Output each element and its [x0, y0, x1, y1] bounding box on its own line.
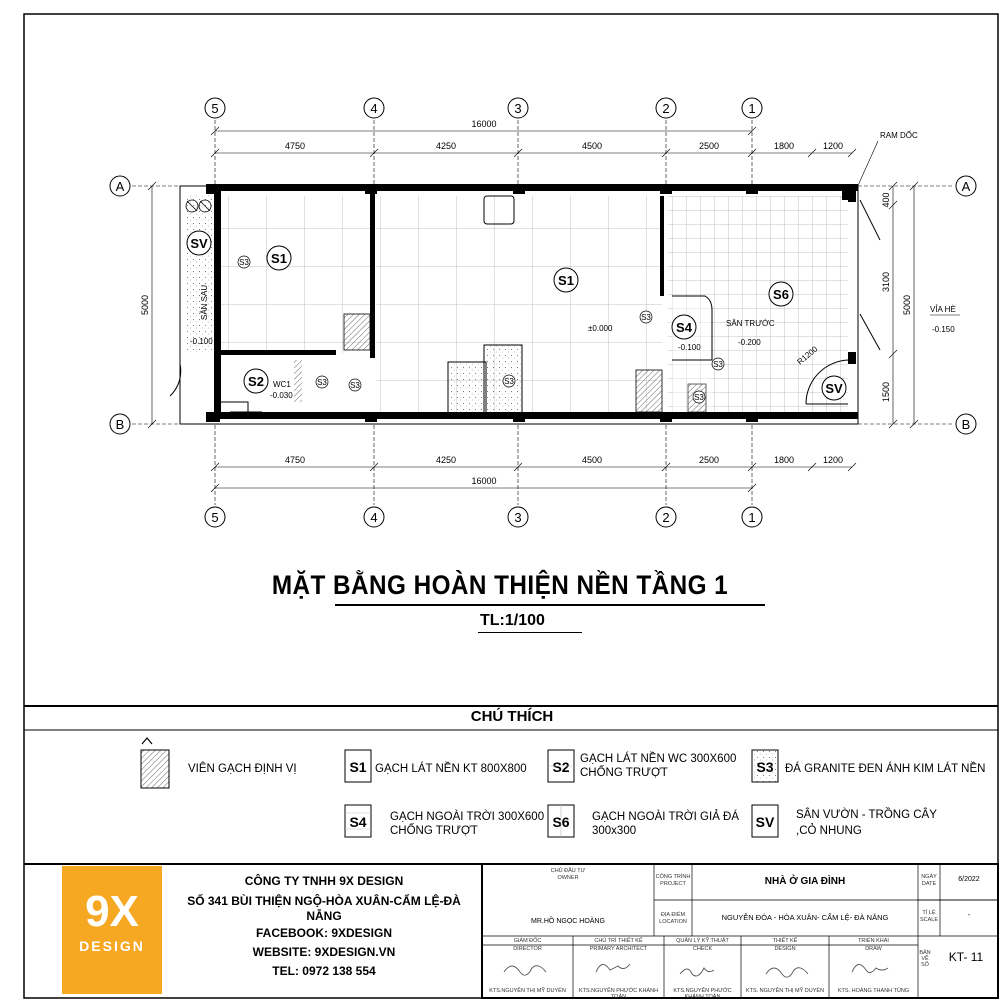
legend-text-s1: GẠCH LÁT NỀN KT 800X800	[375, 763, 527, 775]
dim-top-4: 2500	[698, 141, 720, 151]
role-design-en: DESIGN	[774, 946, 796, 952]
grid-label-1: 1	[748, 101, 756, 116]
role-draw-name: KTS. HOÀNG THANH TÙNG	[837, 988, 910, 994]
level-main: ±0.000	[588, 324, 613, 333]
company-website: WEBSITE: 9XDESIGN.VN	[252, 945, 396, 959]
dim-total-top: 16000	[471, 119, 497, 129]
legend-heading: CHÚ THÍCH	[470, 708, 554, 725]
tag-s2: S2	[248, 374, 264, 389]
date-label-en: DATE	[921, 881, 937, 887]
role-check: QUẢN LÝ KỸ THUẬT	[676, 938, 729, 944]
location-label-en: LOCATION	[659, 919, 687, 925]
legend-text-s3: ĐÁ GRANITE ĐEN ÁNH KIM LÁT NỀN	[785, 763, 986, 775]
tag-s3-3: S3	[350, 381, 360, 390]
tag-s1-main: S1	[558, 273, 574, 288]
label-san-truoc: SÂN TRƯỚC	[726, 319, 775, 328]
scale-underline	[478, 632, 582, 633]
dim-bottom-4: 2500	[698, 455, 720, 465]
tag-s3-5: S3	[713, 360, 723, 369]
label-san-sau: SÂN SAU	[200, 284, 209, 320]
dim-right-1: 400	[881, 192, 891, 208]
dim-left: 5000	[140, 294, 150, 316]
legend-text-s4: GẠCH NGOÀI TRỜI 300X600	[390, 811, 545, 823]
company-name: CÔNG TY TNHH 9X DESIGN	[244, 874, 404, 888]
dim-total-bottom: 16000	[471, 476, 497, 486]
grid-label-a: A	[115, 179, 125, 194]
grid-label-a-right: A	[961, 179, 971, 194]
legend-text-s2-line2: CHỐNG TRƯỢT	[580, 767, 668, 779]
legend-code-sv: SV	[755, 814, 775, 830]
role-draw: TRIỂN KHAI	[858, 938, 889, 944]
location-label: ĐỊA ĐIỂM	[660, 912, 686, 918]
grid-label-b-right: B	[961, 417, 971, 432]
grid-label-b: B	[115, 417, 125, 432]
dim-right-3: 1500	[881, 381, 891, 403]
dim-right-2: 3100	[881, 271, 891, 293]
grid-label-5-bottom: 5	[211, 510, 219, 525]
label-via-he: VỈA HÈ	[930, 305, 956, 314]
tag-sv-front: SV	[825, 381, 843, 396]
level-wc: -0.030	[270, 391, 293, 400]
tag-s3-1: S3	[239, 258, 249, 267]
dim-top-2: 4250	[435, 141, 457, 151]
role-check-name: KTS.NGUYỄN PHƯỚC KHÁNH TOÀN	[673, 988, 732, 1000]
dim-top-6: 1200	[822, 141, 844, 151]
logo-mark: 9X	[85, 887, 139, 936]
sheet-number: KT- 11	[948, 950, 984, 964]
dim-bottom-3: 4500	[581, 455, 603, 465]
legend-text-sv-line2: ,CỎ NHUNG	[796, 825, 862, 837]
dim-bottom-5: 1800	[773, 455, 795, 465]
dim-bottom-2: 4250	[435, 455, 457, 465]
owner-label-en: OWNER	[557, 875, 579, 881]
label-ram-doc: RAM DỐC	[880, 131, 918, 140]
legend-code-s3: S3	[756, 759, 774, 775]
dim-top-1: 4750	[284, 141, 306, 151]
tag-s6: S6	[773, 287, 789, 302]
dim-right-total: 5000	[902, 294, 912, 316]
date-value: 6/2022	[958, 876, 980, 883]
logo-text: DESIGN	[79, 938, 145, 954]
dim-top-3: 4500	[581, 141, 603, 151]
location-value: NGUYỄN ĐÓA - HÒA XUÂN- CẨM LỆ- ĐÀ NẴNG	[721, 913, 889, 922]
legend-code-s4: S4	[349, 814, 367, 830]
dim-bottom-1: 4750	[284, 455, 306, 465]
role-architect: CHỦ TRÌ THIẾT KẾ	[594, 938, 643, 944]
drawing-title: MẶT BẰNG HOÀN THIỆN NỀN TẦNG 1	[271, 570, 729, 600]
legend-text-s6: GẠCH NGOÀI TRỜI GIẢ ĐÁ	[592, 811, 740, 823]
label-wc1: WC1	[273, 380, 291, 389]
level-s4: -0.100	[678, 343, 701, 352]
company-tel: TEL: 0972 138 554	[272, 964, 376, 978]
grid-label-4-bottom: 4	[370, 510, 378, 525]
tag-s3-stair: S3	[504, 377, 514, 386]
role-director-en: DIRECTOR	[513, 946, 542, 952]
legend-text-s2: GẠCH LÁT NỀN WC 300X600	[580, 753, 737, 765]
dim-bottom-6: 1200	[822, 455, 844, 465]
signature-director	[504, 966, 546, 975]
date-label: NGÀY	[921, 874, 937, 880]
legend-code-s1: S1	[349, 759, 367, 775]
level-san-truoc: -0.200	[738, 338, 761, 347]
tag-s1-back: S1	[271, 251, 287, 266]
role-director-name: KTS.NGUYỄN THỊ MỸ DUYÊN	[489, 988, 566, 994]
tag-s3-4: S3	[641, 313, 651, 322]
owner-label: CHỦ ĐẦU TƯ	[550, 868, 586, 874]
legend-text-s6-line2: 300x300	[592, 825, 637, 837]
tag-sv-back: SV	[190, 236, 208, 251]
company-address: SỐ 341 BÙI THIỆN NGỘ-HÒA XUÂN-CẨM LỆ-ĐÀ NẴNG	[187, 894, 461, 923]
legend-text-sv: SÂN VƯỜN - TRỒNG CÂY	[796, 809, 937, 821]
label-radius: R1200	[795, 344, 820, 367]
legend-text-locator: VIÊN GẠCH ĐỊNH VỊ	[188, 763, 297, 775]
legend-code-s2: S2	[552, 759, 570, 775]
company-facebook: FACEBOOK: 9XDESIGN	[255, 926, 393, 940]
role-design: THIẾT KẾ	[772, 938, 798, 944]
grid-label-1-bottom: 1	[748, 510, 756, 525]
grid-label-4: 4	[370, 101, 378, 116]
grid-label-3: 3	[514, 101, 522, 116]
project-label-en: PROJECT	[660, 881, 686, 887]
tag-s4: S4	[676, 320, 692, 335]
drawing-scale: TL:1/100	[480, 612, 545, 629]
level-san-sau: -0.100	[190, 337, 213, 346]
grid-label-3-bottom: 3	[514, 510, 522, 525]
grid-label-2: 2	[662, 101, 670, 116]
role-architect-en: PRIMARY ARCHITECT	[589, 946, 648, 952]
tag-s3-6: S3	[694, 393, 704, 402]
scale-label: TỈ LỆ	[922, 910, 936, 916]
project-name: NHÀ Ở GIA ĐÌNH	[764, 876, 846, 887]
role-check-en: CHECK	[692, 946, 713, 952]
owner-name: MR.HỒ NGỌC HOÀNG	[531, 918, 605, 925]
role-design-name: KTS. NGUYỄN THỊ MỸ DUYÊN	[745, 988, 825, 994]
role-draw-en: DRAW	[865, 946, 882, 952]
project-label: CÔNG TRÌNH	[655, 874, 691, 880]
scale-value: -	[967, 912, 971, 919]
scale-label-en: SCALE	[919, 917, 939, 923]
legend-text-s4-line2: CHỐNG TRƯỢT	[390, 825, 478, 837]
role-director: GIÁM ĐỐC	[513, 938, 542, 944]
dim-top-5: 1800	[773, 141, 795, 151]
title-underline	[335, 604, 765, 606]
level-via-he: -0.150	[932, 325, 955, 334]
legend-code-s6: S6	[552, 814, 570, 830]
grid-label-2-bottom: 2	[662, 510, 670, 525]
role-architect-name: KTS.NGUYỄN PHƯỚC KHÁNH TOÀN	[578, 988, 659, 1000]
grid-label-5: 5	[211, 101, 219, 116]
sheet-label: BẢN VẼ SỐ	[919, 950, 931, 968]
tag-s3-2: S3	[317, 378, 327, 387]
